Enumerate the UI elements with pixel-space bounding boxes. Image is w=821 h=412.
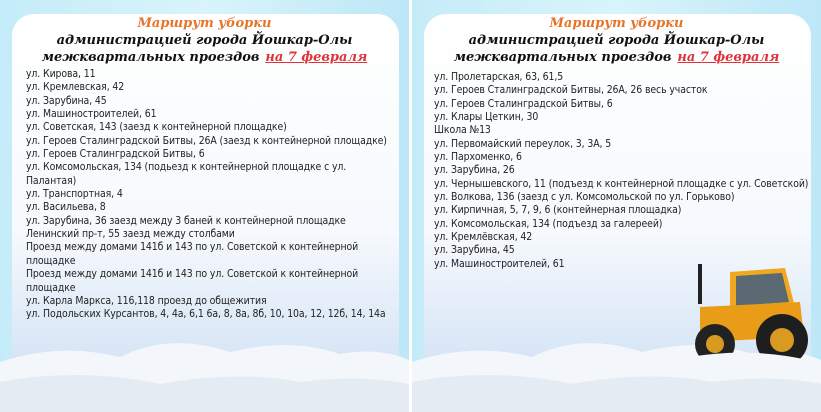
address-item: ул. Героев Сталинградской Битвы, 26А (заезд к контейнерной площадке) [26, 134, 387, 147]
address-item: ул. Карла Маркса, 116,118 проезд до общежития [26, 294, 267, 307]
address-item: ул. Подольских Курсантов, 4, 4а, 6,1 6а, 8, 8а, 8б, 10, 10а, 12, 12б, 14, 14а [26, 308, 386, 321]
address-item: ул. Пролетарская, 63, 61,5 [434, 71, 564, 83]
address-list [26, 68, 397, 322]
route-subtitle-2 [0, 50, 409, 65]
address-item: ул. Зарубина, 26 [434, 164, 515, 177]
address-item: ул. Волкова, 136 (заезд с ул. Комсомольской по ул. Горьково) [434, 191, 735, 204]
address-item: Ленинский пр-т, 55 заезд между столбами [26, 228, 235, 241]
address-item: ул. Героев Сталинградской Битвы, 6 [434, 97, 613, 110]
address-item: ул. Комсомольская, 134 (подьезд к контейнерной площадке с ул. Палантая) [26, 161, 347, 187]
address-item: ул. Зарубина, 45 [26, 94, 107, 107]
address-item: ул. Машиностроителей, 61 [434, 257, 565, 270]
address-item: ул. Транспортная, 4 [26, 188, 123, 201]
address-item: ул. Зарубина, 36 заезд между 3 баней к контейнерной площадке [26, 214, 346, 227]
route-subtitle: администрацией города Йошкар-Олы [56, 33, 353, 48]
snow-drifts [0, 322, 409, 412]
subtitle-text: межквартальных проездов [41, 50, 260, 65]
route-panel-left [0, 0, 409, 412]
address-item: ул. Клары Цеткин, 30 [434, 111, 539, 124]
address-item: ул. Кирпичная, 5, 7, 9, 6 (контейнерная площадка) [434, 204, 682, 217]
route-subtitle: администрацией города Йошкар-Олы [468, 33, 765, 48]
address-item: ул. Героев Сталинградской Битвы, 6 [26, 148, 205, 161]
address-item: ул. Советская, 143 (заезд к контейнерной площадке) [26, 121, 287, 134]
route-title: Маршрут уборки [549, 16, 684, 31]
address-item: ул. Зарубина, 45 [434, 244, 515, 257]
route-subtitle-2 [412, 50, 821, 65]
address-item: Школа №13 [434, 124, 491, 137]
address-item: ул. Кремлёвская, 42 [434, 231, 533, 244]
subtitle-text: межквартальных проездов [453, 50, 672, 65]
address-item: ул. Пархоменко, 6 [434, 151, 522, 164]
address-item: Проезд между домами 141б и 143 по ул. Советской к контейнерной площадке [26, 241, 359, 267]
address-list [434, 71, 809, 271]
address-item: Проезд между домами 141б и 143 по ул. Советской к контейнерной площадке [26, 268, 359, 294]
route-title: Маршрут уборки [137, 16, 272, 31]
route-date: на 7 февраля [677, 50, 780, 65]
address-item: ул. Чернышевского, 11 (подъезд к контейнерной площадке с ул. Советской) [434, 177, 809, 190]
address-item: ул. Машиностроителей, 61 [26, 108, 157, 121]
tractor-image [690, 262, 808, 370]
address-item: ул. Кирова, 11 [26, 68, 96, 80]
address-item: ул. Героев Сталинградской Битвы, 26А, 26 весь участок [434, 84, 708, 97]
address-item: ул. Комсомольская, 134 (подъезд за галереей) [434, 217, 663, 230]
address-item: ул. Васильева, 8 [26, 201, 106, 214]
route-date: на 7 февраля [265, 50, 368, 65]
address-item: ул. Кремлевская, 42 [26, 81, 125, 94]
address-item: ул. Первомайский переулок, 3, 3А, 5 [434, 137, 612, 150]
